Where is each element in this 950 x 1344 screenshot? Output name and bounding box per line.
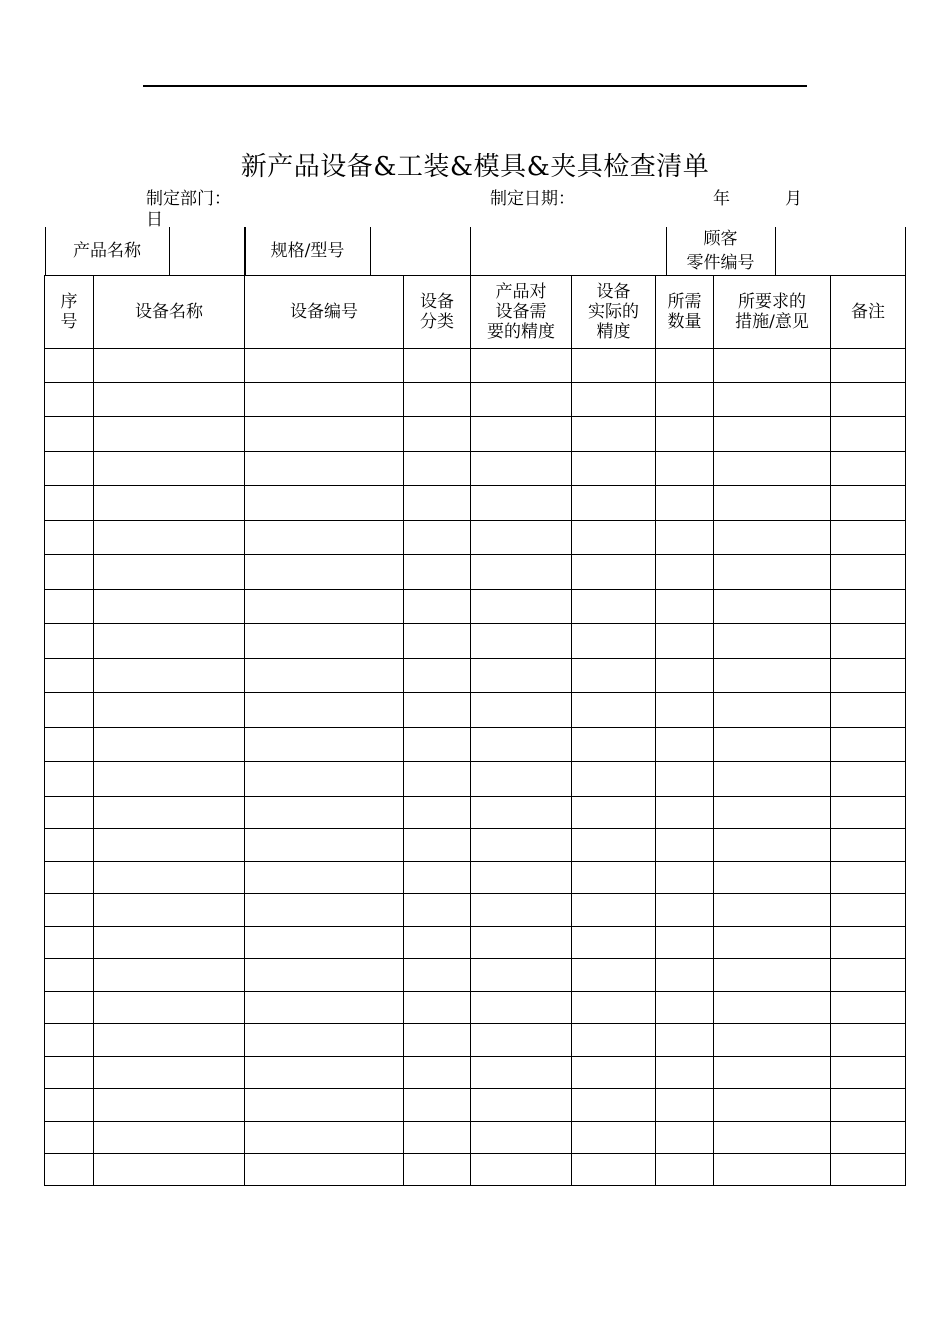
table-cell[interactable] [831,452,906,486]
table-cell[interactable] [831,728,906,762]
table-cell[interactable] [656,762,714,797]
col-header-equipment-name: 设备名称 [94,276,245,349]
table-cell[interactable] [45,1024,94,1057]
table-cell[interactable] [656,894,714,927]
customer-part-group [471,227,906,276]
table-cell[interactable] [656,349,714,383]
table-row [45,959,906,992]
checklist-table [44,227,906,1186]
table-cell[interactable] [572,894,656,927]
table-cell[interactable] [656,486,714,521]
table-cell[interactable] [245,1057,404,1089]
table-cell[interactable] [656,624,714,659]
table-cell[interactable] [831,693,906,728]
table-row [45,1024,906,1057]
table-cell[interactable] [714,992,831,1024]
table-cell[interactable] [714,590,831,624]
table-cell[interactable] [572,521,656,555]
table-cell[interactable] [572,728,656,762]
table-cell[interactable] [572,829,656,862]
table-cell[interactable] [94,1057,245,1089]
data-rows [45,349,906,1186]
table-cell[interactable] [831,862,906,894]
table-cell[interactable] [831,624,906,659]
table-cell[interactable] [94,959,245,992]
table-cell[interactable] [245,555,404,590]
table-cell[interactable] [714,1057,831,1089]
table-cell[interactable] [404,624,471,659]
table-cell[interactable] [404,797,471,829]
table-cell[interactable] [404,486,471,521]
table-cell[interactable] [471,927,572,959]
table-cell[interactable] [572,762,656,797]
table-cell[interactable] [94,659,245,693]
product-name-label: 产品名称 [45,227,169,275]
table-cell[interactable] [656,383,714,417]
table-cell[interactable] [404,959,471,992]
table-cell[interactable] [94,992,245,1024]
table-cell[interactable] [831,829,906,862]
table-cell[interactable] [656,1122,714,1154]
table-cell[interactable] [471,1089,572,1122]
table-cell[interactable] [94,894,245,927]
table-cell[interactable] [572,417,656,452]
table-cell[interactable] [714,1154,831,1186]
table-cell[interactable] [471,1057,572,1089]
table-cell[interactable] [471,486,572,521]
table-cell[interactable] [656,417,714,452]
table-cell[interactable] [831,992,906,1024]
table-cell[interactable] [471,693,572,728]
column-header-row [45,276,906,349]
table-cell[interactable] [572,1122,656,1154]
table-row [45,452,906,486]
table-cell[interactable] [45,486,94,521]
table-cell[interactable] [656,521,714,555]
table-cell[interactable] [714,829,831,862]
table-row [45,862,906,894]
table-cell[interactable] [471,829,572,862]
table-cell[interactable] [831,1057,906,1089]
table-cell[interactable] [471,728,572,762]
table-cell[interactable] [245,862,404,894]
table-cell[interactable] [471,521,572,555]
table-cell[interactable] [245,762,404,797]
table-cell[interactable] [404,1024,471,1057]
table-cell[interactable] [572,452,656,486]
table-cell[interactable] [572,1154,656,1186]
table-cell[interactable] [45,862,94,894]
table-cell[interactable] [714,417,831,452]
table-cell[interactable] [831,927,906,959]
table-cell[interactable] [45,992,94,1024]
table-cell[interactable] [656,1089,714,1122]
table-cell[interactable] [471,452,572,486]
month-label: 月 [785,189,802,209]
table-cell[interactable] [45,624,94,659]
table-cell[interactable] [572,383,656,417]
table-cell[interactable] [714,862,831,894]
table-cell[interactable] [245,452,404,486]
table-cell[interactable] [572,1057,656,1089]
table-cell[interactable] [572,693,656,728]
table-cell[interactable] [714,927,831,959]
table-cell[interactable] [831,555,906,590]
table-cell[interactable] [656,959,714,992]
table-cell[interactable] [656,728,714,762]
table-cell[interactable] [94,349,245,383]
table-cell[interactable] [94,417,245,452]
table-cell[interactable] [45,417,94,452]
table-cell[interactable] [45,959,94,992]
table-cell[interactable] [714,1089,831,1122]
table-cell[interactable] [94,829,245,862]
table-cell[interactable] [245,992,404,1024]
table-cell[interactable] [404,829,471,862]
table-cell[interactable] [656,927,714,959]
table-cell[interactable] [471,762,572,797]
table-cell[interactable] [656,1024,714,1057]
table-cell[interactable] [94,521,245,555]
table-cell[interactable] [714,349,831,383]
table-row [45,624,906,659]
table-cell[interactable] [245,590,404,624]
table-cell[interactable] [245,1089,404,1122]
spec-value[interactable] [370,227,470,275]
col-header-measures: 所要求的 措施/意见 [714,276,831,349]
table-row [45,486,906,521]
table-cell[interactable] [94,762,245,797]
col-header-required-precision: 产品对 设备需 要的精度 [471,276,572,349]
table-cell[interactable] [656,829,714,862]
table-cell[interactable] [45,829,94,862]
table-cell[interactable] [572,555,656,590]
table-row [45,1122,906,1154]
table-cell[interactable] [831,521,906,555]
spec-group [245,227,471,276]
table-cell[interactable] [45,762,94,797]
table-cell[interactable] [404,1057,471,1089]
table-cell[interactable] [245,1122,404,1154]
table-cell[interactable] [404,1089,471,1122]
table-cell[interactable] [572,486,656,521]
table-cell[interactable] [572,349,656,383]
table-cell[interactable] [656,797,714,829]
table-cell[interactable] [572,624,656,659]
table-cell[interactable] [714,624,831,659]
table-row [45,1089,906,1122]
table-cell[interactable] [471,992,572,1024]
table-cell[interactable] [471,959,572,992]
table-cell[interactable] [572,959,656,992]
table-row [45,349,906,383]
table-cell[interactable] [94,452,245,486]
table-cell[interactable] [245,349,404,383]
table-cell[interactable] [656,590,714,624]
table-cell[interactable] [714,959,831,992]
table-cell[interactable] [94,728,245,762]
table-cell[interactable] [656,693,714,728]
col-header-quantity: 所需 数量 [656,276,714,349]
table-cell[interactable] [831,383,906,417]
table-cell[interactable] [404,1154,471,1186]
table-row [45,829,906,862]
table-cell[interactable] [471,349,572,383]
table-cell[interactable] [572,1024,656,1057]
table-cell[interactable] [572,797,656,829]
table-cell[interactable] [404,521,471,555]
table-cell[interactable] [94,1024,245,1057]
table-cell[interactable] [714,383,831,417]
table-cell[interactable] [572,992,656,1024]
table-cell[interactable] [245,894,404,927]
table-row [45,894,906,927]
table-cell[interactable] [245,728,404,762]
table-cell[interactable] [714,797,831,829]
table-cell[interactable] [656,452,714,486]
table-cell[interactable] [245,1154,404,1186]
table-cell[interactable] [245,959,404,992]
table-cell[interactable] [245,659,404,693]
table-cell[interactable] [404,894,471,927]
table-cell[interactable] [404,992,471,1024]
table-cell[interactable] [471,1024,572,1057]
table-row [45,383,906,417]
table-cell[interactable] [245,797,404,829]
table-cell[interactable] [404,417,471,452]
table-cell[interactable] [45,1057,94,1089]
spec-value-extension[interactable] [471,227,667,275]
table-row [45,659,906,693]
table-row [45,728,906,762]
customer-part-value[interactable] [775,227,905,275]
table-cell[interactable] [656,1057,714,1089]
table-cell[interactable] [404,693,471,728]
table-cell[interactable] [471,862,572,894]
table-cell[interactable] [831,959,906,992]
table-row [45,555,906,590]
table-cell[interactable] [404,590,471,624]
table-cell[interactable] [831,1122,906,1154]
customer-part-label: 顾客 零件编号 [666,227,775,275]
table-cell[interactable] [831,894,906,927]
table-cell[interactable] [404,349,471,383]
table-cell[interactable] [831,659,906,693]
table-cell[interactable] [45,927,94,959]
table-cell[interactable] [572,659,656,693]
table-cell[interactable] [471,659,572,693]
table-cell[interactable] [94,1122,245,1154]
col-header-remarks: 备注 [831,276,906,349]
table-cell[interactable] [245,927,404,959]
year-label: 年 [713,189,730,209]
table-row [45,1154,906,1186]
table-cell[interactable] [45,521,94,555]
table-cell[interactable] [94,693,245,728]
table-row [45,521,906,555]
table-cell[interactable] [831,797,906,829]
table-cell[interactable] [245,521,404,555]
table-cell[interactable] [831,1154,906,1186]
table-cell[interactable] [572,862,656,894]
table-cell[interactable] [572,590,656,624]
table-cell[interactable] [404,927,471,959]
table-cell[interactable] [831,486,906,521]
col-header-serial: 序 号 [45,276,94,349]
table-cell[interactable] [94,486,245,521]
table-cell[interactable] [572,1089,656,1122]
table-cell[interactable] [471,894,572,927]
table-cell[interactable] [245,624,404,659]
table-row [45,992,906,1024]
table-cell[interactable] [471,1122,572,1154]
table-row [45,927,906,959]
table-cell[interactable] [831,762,906,797]
top-rule [143,85,807,87]
table-cell[interactable] [714,1122,831,1154]
table-cell[interactable] [714,728,831,762]
table-cell[interactable] [245,1024,404,1057]
table-cell[interactable] [656,1154,714,1186]
table-cell[interactable] [245,486,404,521]
table-row [45,417,906,452]
table-cell[interactable] [45,728,94,762]
table-cell[interactable] [404,452,471,486]
table-cell[interactable] [45,693,94,728]
table-cell[interactable] [656,862,714,894]
table-cell[interactable] [245,829,404,862]
table-row [45,762,906,797]
department-label: 制定部门： [146,189,231,209]
table-cell[interactable] [45,383,94,417]
table-cell[interactable] [656,659,714,693]
table-cell[interactable] [404,659,471,693]
table-cell[interactable] [471,590,572,624]
table-row [45,693,906,728]
table-cell[interactable] [94,927,245,959]
table-cell[interactable] [471,797,572,829]
table-cell[interactable] [94,797,245,829]
table-cell[interactable] [45,1122,94,1154]
table-cell[interactable] [404,862,471,894]
spec-label: 规格/型号 [245,227,370,275]
table-cell[interactable] [656,555,714,590]
table-cell[interactable] [714,693,831,728]
table-cell[interactable] [94,1089,245,1122]
table-cell[interactable] [714,452,831,486]
table-cell[interactable] [656,992,714,1024]
table-cell[interactable] [94,1154,245,1186]
table-cell[interactable] [45,1154,94,1186]
col-header-equipment-category: 设备 分类 [404,276,471,349]
table-cell[interactable] [471,624,572,659]
table-cell[interactable] [45,590,94,624]
table-cell[interactable] [831,417,906,452]
table-cell[interactable] [404,383,471,417]
document-title: 新产品设备&工装&模具&夹具检查清单 [240,152,710,182]
col-header-actual-precision: 设备 实际的 精度 [572,276,656,349]
table-cell[interactable] [45,555,94,590]
table-cell[interactable] [245,417,404,452]
product-info-row [45,227,906,276]
table-cell[interactable] [831,1024,906,1057]
day-label: 日 [146,210,163,230]
table-cell[interactable] [714,486,831,521]
table-cell[interactable] [94,862,245,894]
table-cell[interactable] [471,1154,572,1186]
date-label: 制定日期： [490,189,575,209]
table-cell[interactable] [94,383,245,417]
table-cell[interactable] [714,555,831,590]
table-cell[interactable] [245,693,404,728]
table-cell[interactable] [714,659,831,693]
table-cell[interactable] [45,1089,94,1122]
table-cell[interactable] [45,349,94,383]
table-cell[interactable] [572,927,656,959]
table-cell[interactable] [45,797,94,829]
table-cell[interactable] [404,1122,471,1154]
table-cell[interactable] [714,762,831,797]
table-cell[interactable] [714,521,831,555]
table-cell[interactable] [404,762,471,797]
table-cell[interactable] [471,417,572,452]
table-cell[interactable] [404,555,471,590]
col-header-equipment-number: 设备编号 [245,276,404,349]
table-row [45,1057,906,1089]
table-cell[interactable] [714,894,831,927]
product-name-value[interactable] [169,227,244,275]
table-cell[interactable] [714,1024,831,1057]
table-cell[interactable] [45,452,94,486]
table-cell[interactable] [94,555,245,590]
table-cell[interactable] [471,555,572,590]
table-cell[interactable] [94,624,245,659]
table-row [45,590,906,624]
table-cell[interactable] [45,894,94,927]
table-cell[interactable] [404,728,471,762]
table-cell[interactable] [831,1089,906,1122]
table-cell[interactable] [94,590,245,624]
table-cell[interactable] [831,590,906,624]
table-cell[interactable] [471,383,572,417]
table-cell[interactable] [245,383,404,417]
product-name-group [45,227,245,276]
table-cell[interactable] [831,349,906,383]
table-cell[interactable] [45,659,94,693]
table-row [45,797,906,829]
